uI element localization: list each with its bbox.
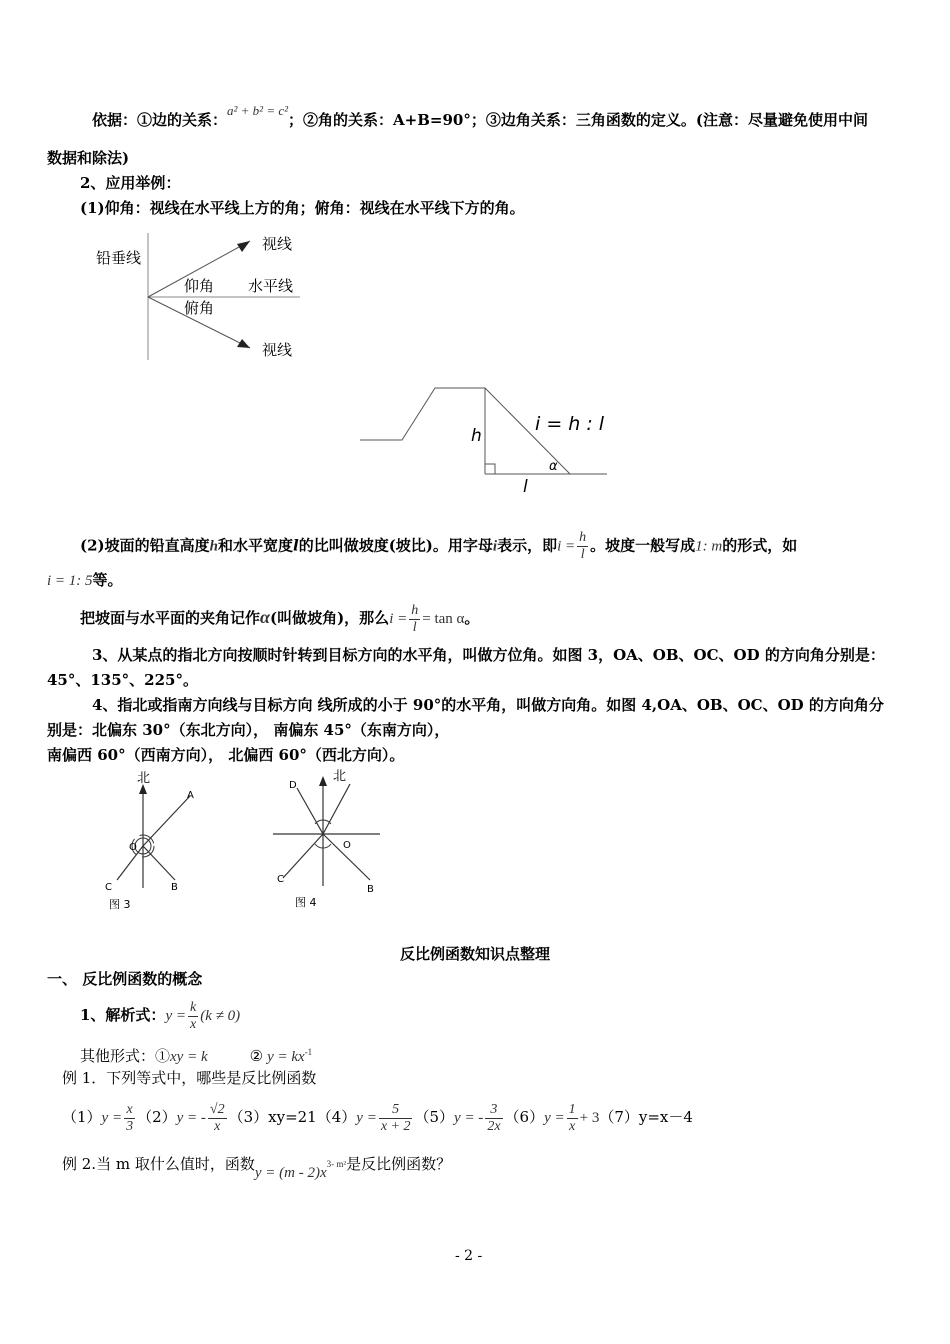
ex2-exponent: 3- m²: [326, 1159, 347, 1169]
ex1-eq2-num: √2: [209, 1101, 225, 1117]
ex2-expression: y = (m - 2)x: [254, 1165, 327, 1181]
fig4-point-o: O: [343, 840, 351, 851]
analytic-den: x: [189, 1016, 197, 1032]
slope-def-mid4: 。坡度一般写成: [590, 536, 696, 555]
slope-def-eq: i =: [557, 538, 576, 555]
basis-line: [92, 103, 868, 131]
ex1-item6: （6）: [504, 1108, 545, 1126]
slope-angle-mid: (叫做坡角)，那么: [269, 609, 390, 627]
slope-def-mid2: 的比叫做坡度(坡比)。用字母: [298, 536, 493, 555]
slope-angle-end: 。: [464, 609, 480, 627]
ex1-eq2-frac: [208, 1102, 227, 1135]
other-form-2: y = kx: [267, 1049, 305, 1065]
slope-angle-definition: [80, 602, 479, 636]
slope-figure: [355, 378, 615, 503]
analytic-formula-line: [80, 998, 240, 1033]
example-1-title: 例 1．下列等式中，哪些是反比例函数: [62, 1069, 317, 1087]
slope-ratio-formula: i = h : l: [535, 413, 605, 435]
page-number: - 2 -: [455, 1248, 483, 1264]
example-2-line: [62, 1145, 451, 1180]
fig3-north-label: 北: [137, 771, 151, 786]
horizontal-line-label: 水平线: [248, 277, 294, 295]
fig4-point-d: D: [289, 780, 297, 791]
slope-example-line: [47, 570, 123, 591]
figure-4-bearing: [265, 768, 395, 918]
slope-angle-lead: 把坡面与水平面的夹角记作: [80, 609, 261, 627]
analytic-fraction: [188, 1000, 198, 1033]
ex2-lead: 例 2.当 m 取什么值时，函数: [62, 1155, 255, 1173]
slope-def-frac-num: h: [579, 530, 587, 545]
width-l-label: l: [523, 477, 528, 497]
ex1-item1: （1）: [62, 1108, 102, 1126]
slope-def-i: i: [492, 538, 498, 555]
slope-def-mid5: 的形式，如: [722, 536, 798, 555]
ex1-eq6-den: x: [569, 1118, 576, 1134]
slope-def-mid1: 和水平宽度: [217, 536, 293, 555]
ex1-item5: （5）: [414, 1108, 455, 1126]
other-form-2-exponent: -1: [304, 1047, 313, 1057]
ex2-end: 是反比例函数？: [346, 1155, 452, 1173]
ex1-eq6-tail: + 3: [579, 1110, 600, 1126]
plumb-line-label: 铅垂线: [96, 249, 142, 267]
slope-example: i = 1: 5: [47, 573, 93, 589]
azimuth-definition-line2: 45°、135°、225°。: [47, 671, 198, 689]
slope-angle-alpha: α: [260, 607, 270, 627]
analytic-condition: (k ≠ 0): [200, 1008, 241, 1024]
ex1-item3-4: （3）xy=21（4）: [228, 1108, 357, 1126]
elevation-angle-label: 仰角: [184, 277, 215, 295]
analytic-y: y =: [165, 1008, 186, 1024]
slope-angle-frac-den: l: [412, 619, 417, 635]
slope-def-h: h: [209, 538, 218, 555]
height-h-label: h: [471, 426, 482, 446]
other-forms-line: [80, 1042, 312, 1067]
ex1-eq1-num: x: [124, 1102, 135, 1119]
pythagoras-formula: a² + b² = c²: [227, 103, 289, 118]
ex1-eq1-y: y =: [101, 1110, 123, 1126]
bearing-definition-line2: 别是：北偏东 30°（东北方向）， 南偏东 45°（东南方向），: [47, 721, 450, 739]
elevation-depression-definition: (1)仰角：视线在水平线上方的角；俯角：视线在水平线下方的角。: [80, 199, 525, 217]
ex1-eq5-den: 2x: [487, 1118, 501, 1134]
fig3-point-b: B: [171, 882, 178, 893]
slope-angle-frac-num: h: [411, 602, 419, 618]
basis-lead: 依据：①边的关系：: [92, 111, 228, 129]
ex1-eq1-den: 3: [126, 1118, 134, 1134]
ex1-item2: （2）: [137, 1108, 177, 1126]
section-title-inverse-proportion: 反比例函数知识点整理: [400, 945, 551, 963]
ex1-eq6-num: 1: [568, 1101, 576, 1117]
basis-continuation: 数据和除法): [47, 149, 130, 167]
basis-rest: ；②角的关系：A+B=90°；③边角关系：三角函数的定义。(注意：尽量避免使用中间: [288, 111, 868, 129]
ex1-eq6-frac: [567, 1102, 578, 1135]
ex1-item7: （7）y=x－4: [599, 1108, 693, 1126]
sight-line-top-label: 视线: [262, 235, 293, 253]
ex1-eq1-frac: [124, 1102, 135, 1135]
slope-angle-eq: i =: [389, 611, 408, 627]
fig4-point-b: B: [367, 884, 374, 895]
azimuth-definition-line1: 3、从某点的指北方向按顺时针转到目标方向的水平角，叫做方位角。如图 3，OA、OB、OC、OD 的方向角分别是：: [92, 646, 885, 664]
depression-angle-label: 俯角: [184, 299, 215, 317]
slope-angle-fraction: [409, 603, 420, 636]
other-forms-lead: 其他形式：①: [80, 1047, 171, 1065]
figure-3-azimuth: [95, 768, 225, 918]
fig4-point-c: C: [277, 874, 284, 885]
example-1-options: [62, 1097, 693, 1138]
angle-of-elevation-figure: [90, 225, 330, 365]
slope-example-end: 等。: [92, 571, 123, 589]
ex1-eq2-y: y = -: [176, 1110, 206, 1126]
ex1-eq5-frac: [485, 1102, 502, 1135]
slope-def-l: l: [293, 536, 299, 555]
fig4-caption: 图 4: [295, 896, 317, 909]
sight-line-bottom-label: 视线: [262, 341, 293, 359]
bearing-definition-line3: 南偏西 60°（西南方向）， 北偏西 60°（西北方向）。: [47, 746, 405, 764]
other-forms-sep: ②: [249, 1047, 264, 1065]
fig3-caption: 图 3: [109, 898, 131, 911]
slope-def-lead: (2)坡面的铅直高度: [80, 536, 210, 555]
ex1-eq5-num: 3: [485, 1102, 502, 1119]
fig3-point-c: C: [105, 882, 112, 893]
fig3-point-o: O: [129, 842, 137, 853]
slope-def-fraction: [577, 530, 588, 563]
slope-def-ratio: 1: m: [695, 538, 723, 555]
ex1-eq6-y: y =: [544, 1110, 565, 1126]
ex1-eq4-den: x + 2: [380, 1118, 411, 1134]
analytic-num: k: [189, 999, 197, 1015]
slope-gradient-definition: [80, 530, 797, 563]
bearing-definition-line1: 4、指北或指南方向线与目标方向 线所成的小于 90°的水平角，叫做方向角。如图 4,OA、OB、OC、OD 的方向角分: [92, 696, 884, 714]
fig3-point-a: A: [187, 790, 194, 801]
analytic-lead: 1、解析式：: [80, 1006, 166, 1024]
slope-def-mid3: 表示，即: [497, 536, 558, 555]
ex1-eq4-frac: [379, 1102, 413, 1135]
other-form-1: xy = k: [170, 1049, 208, 1065]
section-heading-application: 2、应用举例：: [80, 174, 181, 192]
slope-def-frac-den: l: [580, 547, 585, 562]
ex1-eq5-y: y = -: [454, 1110, 484, 1126]
ex1-eq2-den: x: [214, 1118, 221, 1134]
fig4-north-label: 北: [333, 769, 347, 784]
slope-angle-tan: = tan α: [422, 611, 465, 627]
ex1-eq4-y: y =: [356, 1110, 377, 1126]
ex1-eq4-num: 5: [379, 1102, 413, 1119]
concept-heading: 一、 反比例函数的概念: [47, 970, 203, 988]
slope-angle-alpha-label: α: [549, 459, 558, 474]
